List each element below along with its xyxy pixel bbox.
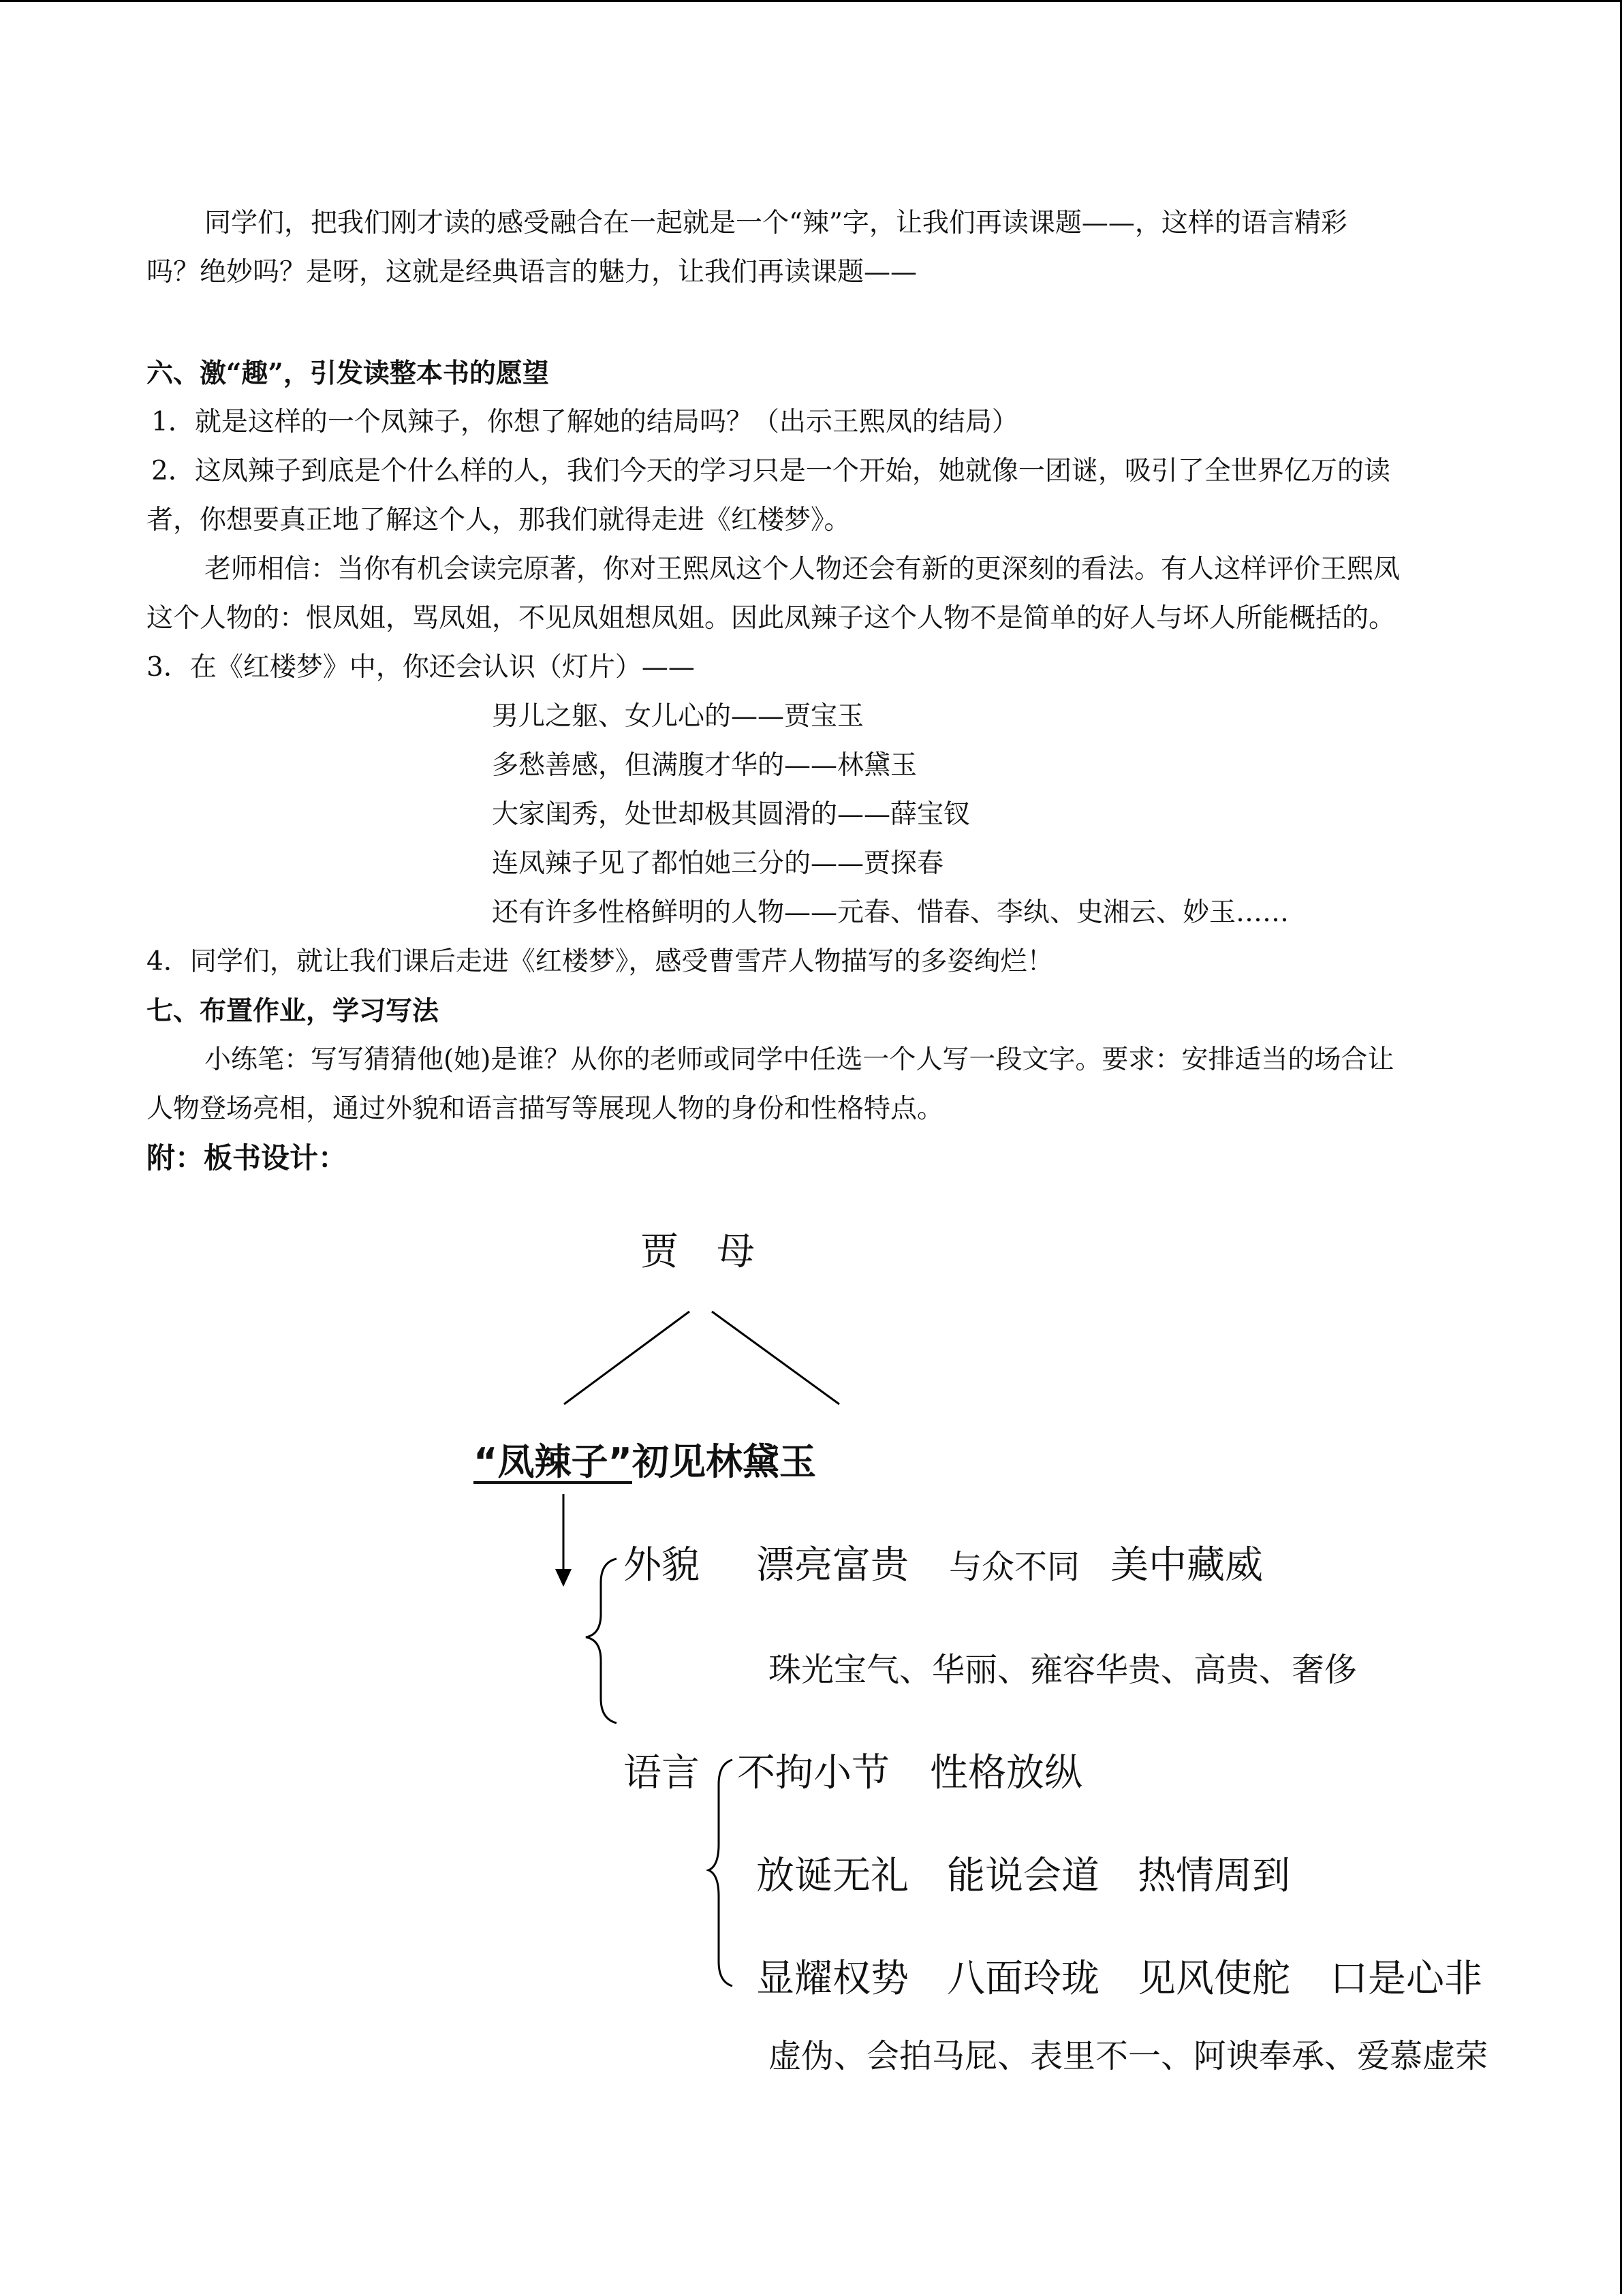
section6-item3: 3．在《红楼梦》中，你还会认识（灯片）—— [146, 652, 695, 683]
language-item: 能说会道 [947, 1854, 1099, 1898]
board-title-underlined: “凤辣子” [473, 1440, 632, 1483]
branch-left-line [564, 1312, 689, 1404]
language-item: 不拘小节 [737, 1751, 890, 1795]
character-line: 多愁善感，但满腹才华的——林黛玉 [492, 750, 918, 781]
appearance-label: 外貌 [623, 1543, 700, 1587]
board-title-rest: 初见林黛玉 [631, 1440, 816, 1483]
section6-item2-line1: 2．这凤辣子到底是个什么样的人，我们今天的学习只是一个开始，她就像一团谜，吸引了全世界亿万的读 [151, 456, 1390, 486]
appearance-brace [586, 1559, 617, 1723]
character-line: 大家闺秀，处世却极其圆滑的——薛宝钗 [492, 799, 971, 830]
language-item: 八面玲珑 [947, 1957, 1099, 2001]
language-item: 性格放纵 [930, 1751, 1082, 1795]
character-line: 连凤辣子见了都怕她三分的——贾探春 [492, 848, 944, 879]
section6-item1: 1．就是这样的一个凤辣子，你想了解她的结局吗？（出示王熙凤的结局） [151, 407, 1018, 437]
language-item: 热情周到 [1138, 1854, 1290, 1898]
language-item: 显耀权势 [756, 1957, 909, 2001]
section7-task-line1: 小练笔：写写猜猜他(她)是谁？从你的老师或同学中任选一个人写一段文字。要求：安排适当的场合让 [204, 1044, 1394, 1075]
appearance-item: 与众不同 [949, 1548, 1080, 1586]
language-item: 见风使舵 [1138, 1957, 1290, 2001]
section7-task-line2: 人物登场亮相，通过外貌和语言描写等展现人物的身份和性格特点。 [146, 1093, 944, 1124]
section6-item2-line2: 者，你想要真正地了解这个人，那我们就得走进《红楼梦》。 [146, 505, 851, 536]
language-detail: 虚伪、会拍马屁、表里不一、阿谀奉承、爱慕虚荣 [768, 2037, 1488, 2075]
section6-heading: 六、激“趣”，引发读整本书的愿望 [146, 358, 549, 389]
appearance-item: 美中藏威 [1110, 1543, 1263, 1587]
language-label: 语言 [623, 1751, 700, 1795]
section6-teacher-line1: 老师相信：当你有机会读完原著，你对王熙凤这个人物还会有新的更深刻的看法。有人这样评价王熙凤 [204, 554, 1401, 585]
section6-teacher-line2: 这个人物的：恨凤姐，骂凤姐，不见凤姐想凤姐。因此凤辣子这个人物不是简单的好人与坏人所能概括的。 [146, 603, 1396, 634]
appearance-detail: 珠光宝气、华丽、雍容华贵、高贵、奢侈 [768, 1651, 1358, 1689]
language-item: 放诞无礼 [756, 1854, 909, 1898]
arrow-down-icon [555, 1569, 572, 1587]
intro-para-line1: 同学们，把我们刚才读的感受融合在一起就是一个“辣”字，让我们再读课题——，这样的语言精彩 [204, 208, 1347, 238]
intro-para-line2: 吗？绝妙吗？是呀，这就是经典语言的魅力，让我们再读课题—— [146, 257, 918, 288]
appearance-item: 漂亮富贵 [756, 1543, 909, 1587]
language-item: 口是心非 [1330, 1957, 1482, 2001]
board-connectors [0, 2, 1622, 2296]
board-label: 附：板书设计： [146, 1141, 347, 1175]
branch-right-line [712, 1312, 839, 1404]
character-line: 男儿之躯、女儿心的——贾宝玉 [492, 701, 864, 732]
section7-heading: 七、布置作业，学习写法 [146, 995, 439, 1027]
board-top-label: 贾 母 [640, 1230, 755, 1274]
section6-item4: 4．同学们，就让我们课后走进《红楼梦》，感受曹雪芹人物描写的多姿绚烂！ [146, 946, 1054, 977]
language-brace [708, 1760, 732, 1986]
character-line: 还有许多性格鲜明的人物——元春、惜春、李纨、史湘云、妙玉…… [492, 897, 1290, 928]
